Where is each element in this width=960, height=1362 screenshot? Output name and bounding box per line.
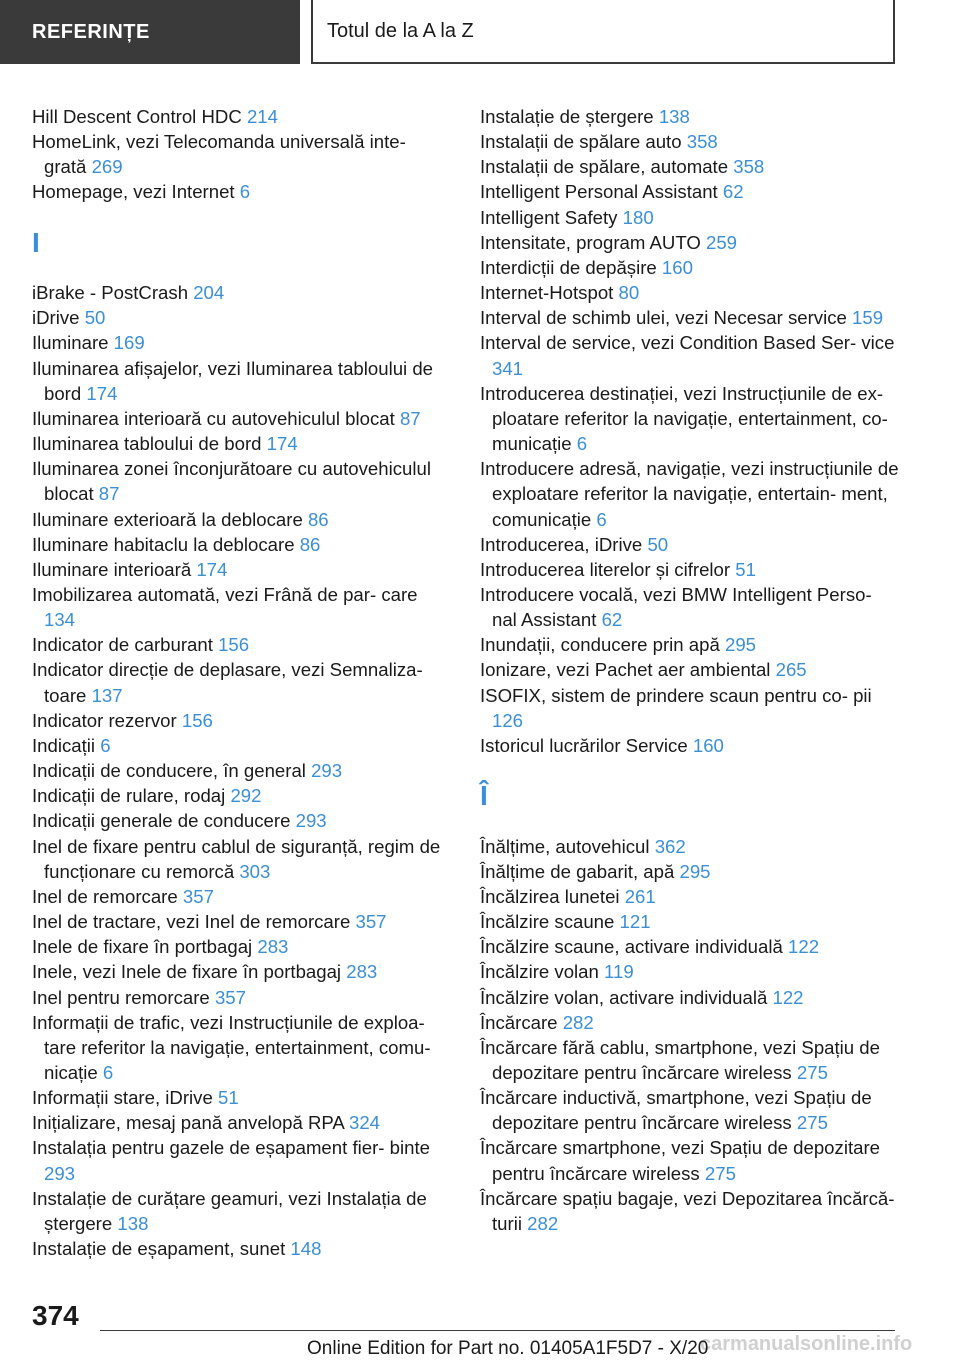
index-entry [480, 657, 900, 682]
index-entry [480, 179, 900, 204]
page-reference-link[interactable]: 275 [796, 1061, 828, 1083]
index-entry [32, 884, 452, 909]
page-reference-link[interactable]: 324 [348, 1112, 381, 1134]
page-reference-link[interactable]: 357 [355, 911, 387, 933]
index-entry [480, 834, 900, 859]
entry-text: Instalația pentru gazele de eșapament fier‐ binte [32, 1137, 430, 1159]
entry-text: Imobilizarea automată, vezi Frână de par‐ care [32, 584, 418, 605]
index-entry [32, 507, 452, 532]
index-entry [32, 708, 452, 733]
entry-text: Interdicții de depășire [480, 256, 657, 278]
page-reference-link[interactable]: 6 [100, 734, 111, 756]
entry-text: Iluminare habitaclu la deblocare [32, 533, 295, 555]
entry-text: Înălțime, autovehicul [480, 835, 650, 857]
index-entry [480, 129, 900, 154]
page-reference-link[interactable]: 121 [619, 911, 651, 933]
entry-text: Iluminare interioară [32, 558, 192, 580]
index-entry [32, 179, 452, 204]
entry-text: Încălzire volan, activare individuală [480, 986, 768, 1008]
page-reference-link[interactable]: 122 [772, 986, 804, 1008]
page-reference-link[interactable]: 341 [492, 357, 524, 379]
index-entry [480, 1135, 900, 1185]
index-entry [32, 1110, 452, 1135]
entry-text: Încălzire volan [480, 961, 599, 983]
page-reference-link[interactable]: 134 [44, 609, 76, 631]
page-reference-link[interactable]: 137 [91, 684, 123, 706]
page-reference-link[interactable]: 293 [44, 1162, 76, 1184]
page-reference-link[interactable]: 282 [527, 1212, 559, 1234]
entry-text: Inel de tractare, vezi Inel de remorcare [32, 911, 351, 933]
entry-text: Instalație de curățare geamuri, vezi Instalația de ștergere [32, 1187, 427, 1234]
index-letter-heading [32, 205, 452, 281]
page-reference-link[interactable]: 80 [618, 282, 640, 304]
entry-text: Intensitate, program AUTO [480, 231, 701, 253]
entry-text: Indicații [32, 734, 96, 756]
page-reference-link[interactable]: 50 [84, 307, 106, 329]
page-reference-link[interactable]: 138 [658, 106, 690, 127]
page-reference-link[interactable]: 62 [601, 609, 623, 631]
entry-text: Instalație de ștergere [480, 106, 654, 127]
index-entry [32, 1135, 452, 1185]
entry-text: Introducerea literelor și cifrelor [480, 558, 731, 580]
page-reference-link[interactable]: 50 [647, 533, 669, 555]
page-reference-link[interactable]: 62 [722, 181, 744, 203]
entry-text: Încălzire scaune [480, 911, 615, 933]
index-entry [480, 733, 900, 758]
index-entry [32, 532, 452, 557]
index-entry [480, 884, 900, 909]
page-reference-link[interactable]: 119 [604, 961, 634, 983]
index-entry [480, 909, 900, 934]
page-reference-link[interactable]: 174 [266, 433, 298, 455]
index-entry [480, 280, 900, 305]
index-entry [32, 330, 452, 355]
page-reference-link[interactable]: 358 [686, 131, 718, 153]
page-reference-link[interactable]: 159 [852, 307, 884, 329]
index-entry [480, 330, 900, 380]
entry-text: Iluminare [32, 332, 109, 354]
index-entry [480, 1186, 900, 1236]
entry-text: Internet-Hotspot [480, 282, 614, 304]
page-reference-link[interactable]: 6 [576, 433, 588, 455]
page-reference-link[interactable]: 292 [230, 785, 262, 807]
entry-text: Indicații de conducere, în general [32, 760, 306, 782]
entry-text: ISOFIX, sistem de prindere scaun pentru co‐ pii [480, 684, 872, 706]
entry-text: Ionizare, vezi Pachet aer ambiental [480, 659, 771, 681]
page-reference-link[interactable]: 174 [196, 558, 228, 580]
entry-text: Introducere adresă, navigație, vezi instrucțiunile de exploatare referitor la navigație, entertain‐ ment, comunicație [480, 458, 899, 530]
entry-text: Homepage, vezi Internet [32, 181, 235, 203]
index-entry [32, 733, 452, 758]
entry-text: Introducerea destinației, vezi Instrucțiunile de ex‐ ploatare referitor la navigație, entertainment, co‐ municație [480, 382, 888, 455]
entry-text: Încărcare fără cablu, smartphone, vezi Spațiu de depozitare pentru încărcare wireless [480, 1036, 880, 1083]
index-entry [32, 1186, 452, 1236]
index-entry [480, 1035, 900, 1085]
entry-text: Încărcare smartphone, vezi Spațiu de depozitare pentru încărcare wireless [480, 1137, 880, 1184]
entry-text: Indicator rezervor [32, 709, 177, 731]
entry-text: Iluminare exterioară la deblocare [32, 508, 303, 530]
page-reference-link[interactable]: 303 [239, 860, 271, 882]
entry-text: Iluminarea zonei înconjurătoare cu autovehiculul blocat [32, 458, 431, 505]
page-reference-link[interactable]: 357 [182, 885, 214, 907]
index-entry [480, 582, 900, 632]
index-entry [32, 834, 452, 884]
entry-text: Istoricul lucrărilor Service [480, 734, 688, 756]
index-entry [32, 280, 452, 305]
index-entry [32, 783, 452, 808]
index-column-right [480, 104, 900, 1236]
index-entry [480, 305, 900, 330]
index-column-left [32, 104, 452, 1261]
entry-text: Interval de service, vezi Condition Based Ser‐ vice [480, 332, 895, 354]
index-entry [480, 104, 900, 129]
index-entry [32, 657, 452, 707]
page-reference-link[interactable]: 138 [117, 1212, 149, 1234]
letter-label: Î [480, 780, 488, 812]
entry-text: Inel pentru remorcare [32, 986, 210, 1008]
index-entry [480, 859, 900, 884]
entry-text: Iluminarea tabloului de bord [32, 433, 262, 455]
page-reference-link[interactable]: 283 [257, 936, 289, 958]
page-reference-link[interactable]: 169 [113, 332, 145, 354]
letter-label: I [32, 226, 40, 258]
index-entry [480, 934, 900, 959]
entry-text: Intelligent Personal Assistant [480, 181, 718, 203]
index-entry [32, 934, 452, 959]
page-reference-link[interactable]: 160 [661, 256, 693, 278]
page-reference-link[interactable]: 293 [295, 810, 327, 832]
entry-text: Instalații de spălare, automate [480, 156, 729, 178]
page-reference-link[interactable]: 86 [299, 533, 321, 555]
chapter-title: Totul de la A la Z [311, 0, 895, 64]
page-reference-link[interactable]: 357 [214, 986, 246, 1008]
entry-text: Instalație de eșapament, sunet [32, 1238, 286, 1260]
page-reference-link[interactable]: 51 [735, 558, 756, 580]
index-entry [480, 205, 900, 230]
entry-text: Iluminarea interioară cu autovehiculul blocat [32, 407, 395, 429]
index-entry [32, 959, 452, 984]
page-reference-link[interactable]: 148 [290, 1238, 322, 1260]
entry-text: Inel de remorcare [32, 885, 178, 907]
page-reference-link[interactable]: 51 [218, 1087, 239, 1109]
index-entry [480, 532, 900, 557]
page-reference-link[interactable]: 204 [193, 282, 225, 304]
index-entry [32, 104, 452, 129]
entry-text: Introducere vocală, vezi BMW Intelligent Perso‐ nal Assistant [480, 583, 872, 631]
index-entry [32, 431, 452, 456]
page-reference-link[interactable]: 295 [679, 860, 711, 882]
page-reference-link[interactable]: 174 [86, 382, 118, 404]
page-reference-link[interactable]: 126 [492, 709, 524, 731]
page-reference-link[interactable]: 6 [102, 1061, 114, 1083]
entry-text: Încălzire scaune, activare individuală [480, 936, 783, 958]
entry-text: Iluminarea afișajelor, vezi Iluminarea tabloului de bord [32, 357, 434, 404]
index-entry [32, 985, 452, 1010]
index-entry [480, 959, 900, 984]
entry-text: Interval de schimb ulei, vezi Necesar service [480, 307, 847, 329]
page-reference-link[interactable]: 180 [622, 206, 654, 228]
entry-text: Inel de fixare pentru cablul de siguranță, regim de funcționare cu remorcă [32, 835, 441, 882]
page-reference-link[interactable]: 275 [704, 1162, 736, 1184]
index-entry [32, 129, 452, 179]
index-entry [32, 909, 452, 934]
index-entry [480, 632, 900, 657]
page-reference-link[interactable]: 87 [399, 407, 421, 429]
entry-text: Hill Descent Control HDC [32, 106, 242, 127]
index-entry [32, 758, 452, 783]
entry-text: Informații stare, iDrive [32, 1087, 213, 1109]
entry-text: Inele, vezi Inele de fixare în portbagaj [32, 961, 342, 983]
index-entry [32, 1010, 452, 1085]
entry-text: Intelligent Safety [480, 206, 618, 228]
watermark: carmanualsonline.info [700, 1333, 913, 1355]
page-reference-link[interactable]: 358 [733, 156, 765, 178]
index-entry [480, 230, 900, 255]
page-reference-link[interactable]: 261 [624, 885, 656, 907]
page-reference-link[interactable]: 156 [218, 634, 250, 656]
edition-note: Online Edition for Part no. 01405A1F5D7 - X/20 [307, 1338, 709, 1359]
page-reference-link[interactable]: 122 [788, 936, 820, 958]
index-entry [32, 557, 452, 582]
entry-text: iBrake - PostCrash [32, 282, 189, 304]
index-entry [480, 985, 900, 1010]
entry-text: Încălzirea lunetei [480, 885, 620, 907]
page-reference-link[interactable]: 265 [775, 659, 807, 681]
page-header [0, 0, 960, 66]
entry-text: Încărcare [480, 1011, 558, 1033]
entry-text: Introducerea, iDrive [480, 533, 643, 555]
index-entry [32, 1236, 452, 1261]
index-entry [32, 632, 452, 657]
page-reference-link[interactable]: 6 [239, 181, 251, 203]
page-reference-link[interactable]: 156 [181, 709, 213, 731]
page-reference-link[interactable]: 282 [562, 1011, 594, 1033]
entry-text: Încărcare inductivă, smartphone, vezi Spațiu de depozitare pentru încărcare wireless [480, 1087, 872, 1134]
index-entry [32, 406, 452, 431]
entry-text: Înălțime de gabarit, apă [480, 860, 675, 882]
index-entry [480, 1085, 900, 1135]
index-entry [32, 456, 452, 506]
index-entry [480, 381, 900, 456]
index-entry [480, 1010, 900, 1035]
page-reference-link[interactable]: 214 [246, 106, 278, 127]
entry-text: HomeLink, vezi Telecomanda universală inte‐ grată [32, 131, 406, 178]
page-reference-link[interactable]: 160 [692, 734, 724, 756]
entry-text: iDrive [32, 307, 80, 329]
entry-text: Indicator de carburant [32, 634, 213, 656]
index-entry [32, 356, 452, 406]
index-letter-heading [480, 758, 900, 834]
entry-text: Indicații de rulare, rodaj [32, 785, 226, 807]
index-entry [32, 582, 452, 632]
entry-text: Inițializare, mesaj pană anvelopă RPA [32, 1112, 344, 1134]
entry-text: Încărcare spațiu bagaje, vezi Depozitarea încărcă‐ turii [480, 1187, 895, 1234]
index-entry [32, 305, 452, 330]
page-reference-link[interactable]: 293 [311, 760, 343, 782]
page-reference-link[interactable]: 6 [596, 508, 607, 530]
index-entry [480, 557, 900, 582]
page-reference-link[interactable]: 283 [346, 961, 378, 983]
index-entry [32, 808, 452, 833]
entry-text: Indicator direcție de deplasare, vezi Semnaliza‐ toare [32, 659, 423, 706]
index-entry [32, 1085, 452, 1110]
entry-text: Indicații generale de conducere [32, 810, 291, 832]
footer-rule [100, 1330, 895, 1331]
page-number: 374 [32, 1300, 79, 1331]
page-reference-link[interactable]: 295 [725, 634, 757, 656]
entry-text: Inundații, conducere prin apă [480, 634, 720, 656]
entry-text: Instalații de spălare auto [480, 131, 682, 153]
section-tab: REFERINȚE [0, 0, 300, 64]
page-reference-link[interactable]: 275 [796, 1112, 828, 1134]
page-reference-link[interactable]: 86 [307, 508, 329, 530]
page-reference-link[interactable]: 362 [654, 835, 686, 857]
index-entry [480, 456, 900, 531]
index-entry [480, 255, 900, 280]
entry-text: Informații de trafic, vezi Instrucțiunile de exploa‐ tare referitor la navigație, entertainment, comu‐ nicație [32, 1011, 431, 1083]
page-reference-link[interactable]: 87 [98, 483, 120, 505]
page-reference-link[interactable]: 269 [91, 156, 123, 178]
page-reference-link[interactable]: 259 [706, 231, 738, 253]
index-entry [480, 154, 900, 179]
entry-text: Inele de fixare în portbagaj [32, 936, 253, 958]
index-entry [480, 683, 900, 733]
